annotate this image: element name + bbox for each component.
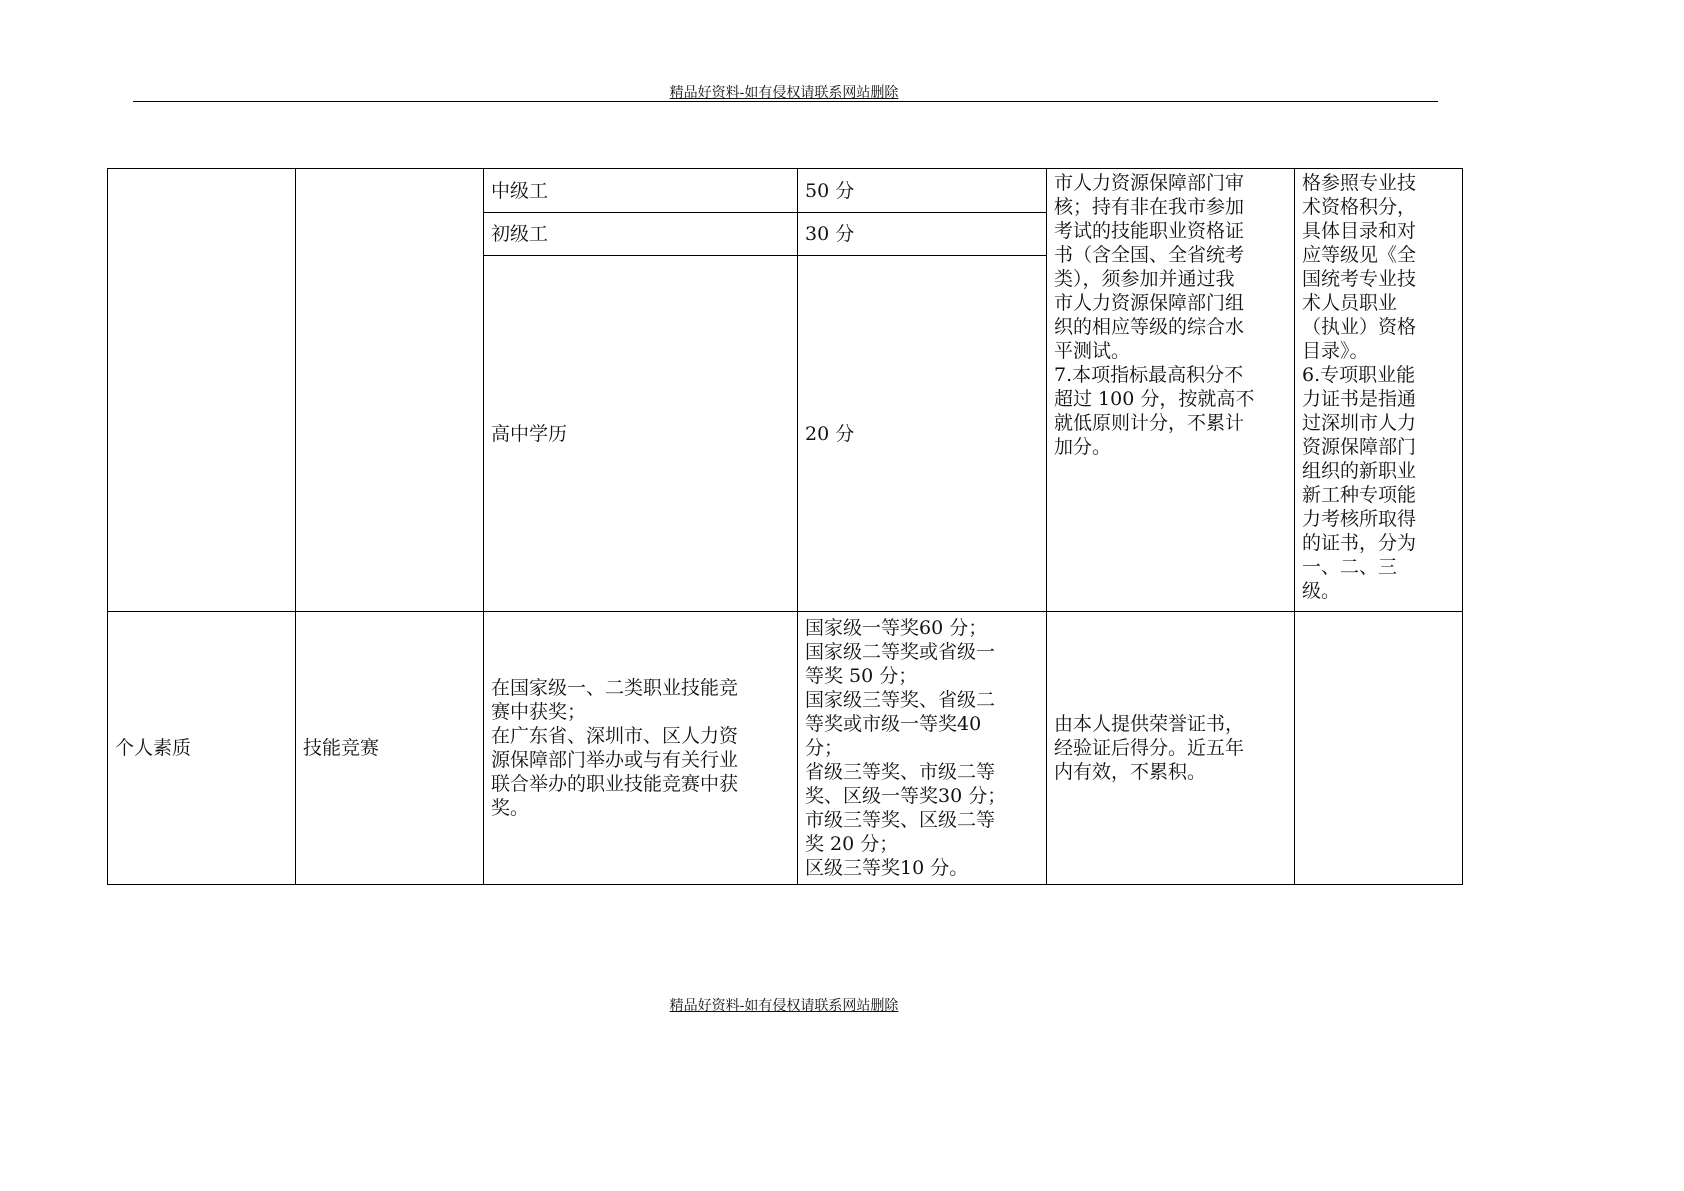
table-cell-note bbox=[1047, 612, 1295, 885]
score-detail-text: 国家级一等奖60 分； 国家级二等奖或省级一 等奖 50 分； 国家级三等奖、省级二 等奖或市级一等奖40 分； 省级三等奖、市级二等 奖、区级一等奖30 分； 市级三等奖、区级二等 奖 20 分； 区级三等奖10 分。 bbox=[805, 617, 1007, 879]
table-cell-item-empty bbox=[296, 169, 484, 612]
table-row bbox=[108, 169, 1463, 213]
table-cell-category: 个人素质 bbox=[108, 612, 296, 885]
table-cell-score: 20 分 bbox=[798, 256, 1047, 612]
table-cell-note bbox=[1047, 169, 1295, 612]
note-text: 由本人提供荣誉证书， 经验证后得分。近五年 内有效，不累积。 bbox=[1054, 713, 1245, 783]
note-text: 市人力资源保障部门审 核；持有非在我市参加 考试的技能职业资格证 书（含全国、全省统考 类），须参加并通过我 市人力资源保障部门组 织的相应等级的综合水 平测试。 7.本项指标最高积分不 超过 100 分，按就高不 就低原则计分，不累计 加分。 bbox=[1054, 172, 1255, 458]
header-rule bbox=[133, 101, 1438, 102]
table-cell-score: 30 分 bbox=[798, 213, 1047, 256]
table-cell-item: 技能竞赛 bbox=[296, 612, 484, 885]
scoring-table bbox=[107, 168, 1463, 885]
table-cell-condition bbox=[484, 612, 798, 885]
table-cell-category-empty bbox=[108, 169, 296, 612]
table-row bbox=[108, 612, 1463, 885]
table-cell-score: 50 分 bbox=[798, 169, 1047, 213]
remark-text: 格参照专业技 术资格积分， 具体目录和对 应等级见《全 国统考专业技 术人员职业 （执业）资格 目录》。 6.专项职业能 力证书是指通 过深圳市人力 资源保障部门 组织的新职业 新工种专项能 力考核所取得 的证书，分为 一、二、三 级。 bbox=[1302, 172, 1417, 602]
table-cell-level: 中级工 bbox=[484, 169, 798, 213]
page-header-text: 精品好资料-如有侵权请联系网站删除 bbox=[669, 85, 899, 101]
table-cell-remark bbox=[1295, 612, 1463, 885]
table-cell-level: 高中学历 bbox=[484, 256, 798, 612]
table-cell-level: 初级工 bbox=[484, 213, 798, 256]
page-footer-text: 精品好资料-如有侵权请联系网站删除 bbox=[669, 998, 899, 1014]
condition-text: 在国家级一、二类职业技能竞 赛中获奖； 在广东省、深圳市、区人力资 源保障部门举办或与有关行业 联合举办的职业技能竞赛中获 奖。 bbox=[491, 677, 739, 819]
table-cell-score-detail bbox=[798, 612, 1047, 885]
table-cell-remark bbox=[1295, 169, 1463, 612]
